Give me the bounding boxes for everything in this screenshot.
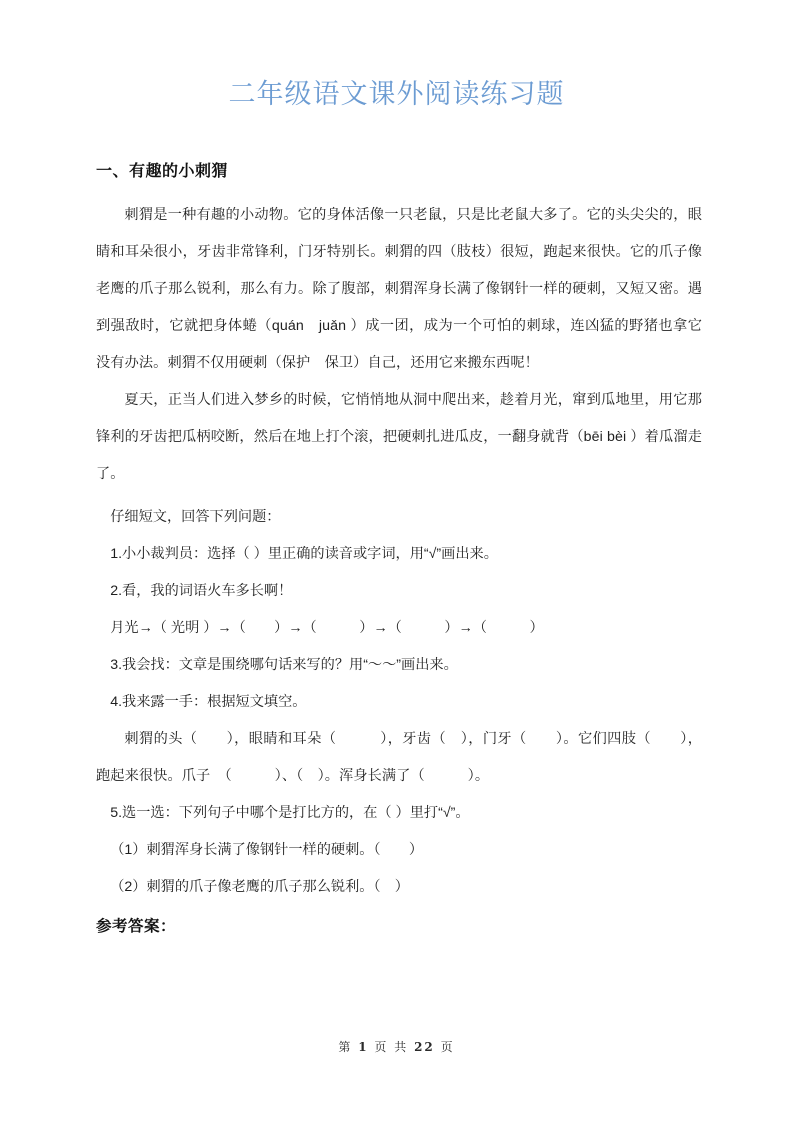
page-footer — [0, 1038, 793, 1055]
footer-total-pages: 22 — [414, 1040, 435, 1054]
answer-key-heading: 参考答案： — [96, 918, 177, 935]
fill-in-the-blank-text: 刺猬的头（ ），眼睛和耳朵（ ），牙齿（ ），门牙（ ）。它们四肢（ ），跑起来很快。爪子 （ ）、（ ）。浑身长满了（ ）。 — [96, 731, 702, 784]
question-1: 1.小小裁判员：选择（ ）里正确的读音或字词，用“√”画出来。 — [110, 546, 498, 562]
question-3: 3.我会找：文章是围绕哪句话来写的？用“～～”画出来。 — [110, 657, 458, 673]
reading-paragraph-1: 刺猬是一种有趣的小动物。它的身体活像一只老鼠，只是比老鼠大多了。它的头尖尖的，眼睛和耳朵很小，牙齿非常锋利，门牙特别长。刺猬的四（肢枝）很短，跑起来很快。它的爪子像老鹰的爪子那么锐利，那么有力。除了腹部，刺猬浑身长满了像钢针一样的硬刺，又短又密。遇到强敌时，它就把身体蜷（quán juǎn ）成一团，成为一个可怕的刺球，连凶猛的野猪也拿它没有办法。刺猬不仅用硬刺（保护 保卫）自己，还用它来搬东西呢！ — [96, 207, 702, 371]
page-title: 二年级语文课外阅读练习题 — [228, 79, 565, 110]
footer-middle: 页 共 — [374, 1040, 409, 1054]
question-5-option-1: （1）刺猬浑身长满了像钢针一样的硬刺。（ ） — [110, 842, 424, 858]
footer-suffix: 页 — [440, 1040, 455, 1054]
question-2: 2.看，我的词语火车多长啊！ — [110, 583, 293, 599]
document-body — [96, 158, 702, 936]
question-4: 4.我来露一手：根据短文填空。 — [110, 694, 307, 710]
word-chain-line: 月光→（ 光明 ）→（ ）→（ ）→（ ）→（ ） — [110, 620, 544, 636]
footer-current-page: 1 — [358, 1040, 369, 1054]
reading-paragraph-2: 夏天，正当人们进入梦乡的时候，它悄悄地从洞中爬出来，趁着月光，窜到瓜地里，用它那锋利的牙齿把瓜柄咬断，然后在地上打个滚，把硬刺扎进瓜皮，一翻身就背（bēi bèi ）着瓜溜走了。 — [96, 392, 702, 482]
question-5: 5.选一选：下列句子中哪个是打比方的，在（ ）里打“√”。 — [110, 805, 470, 821]
section-heading: 一、有趣的小刺猬 — [96, 163, 229, 180]
instruction-line: 仔细短文，回答下列问题： — [110, 509, 281, 525]
question-5-option-2: （2）刺猬的爪子像老鹰的爪子那么锐利。（ ） — [110, 879, 409, 895]
footer-prefix: 第 — [338, 1040, 353, 1054]
